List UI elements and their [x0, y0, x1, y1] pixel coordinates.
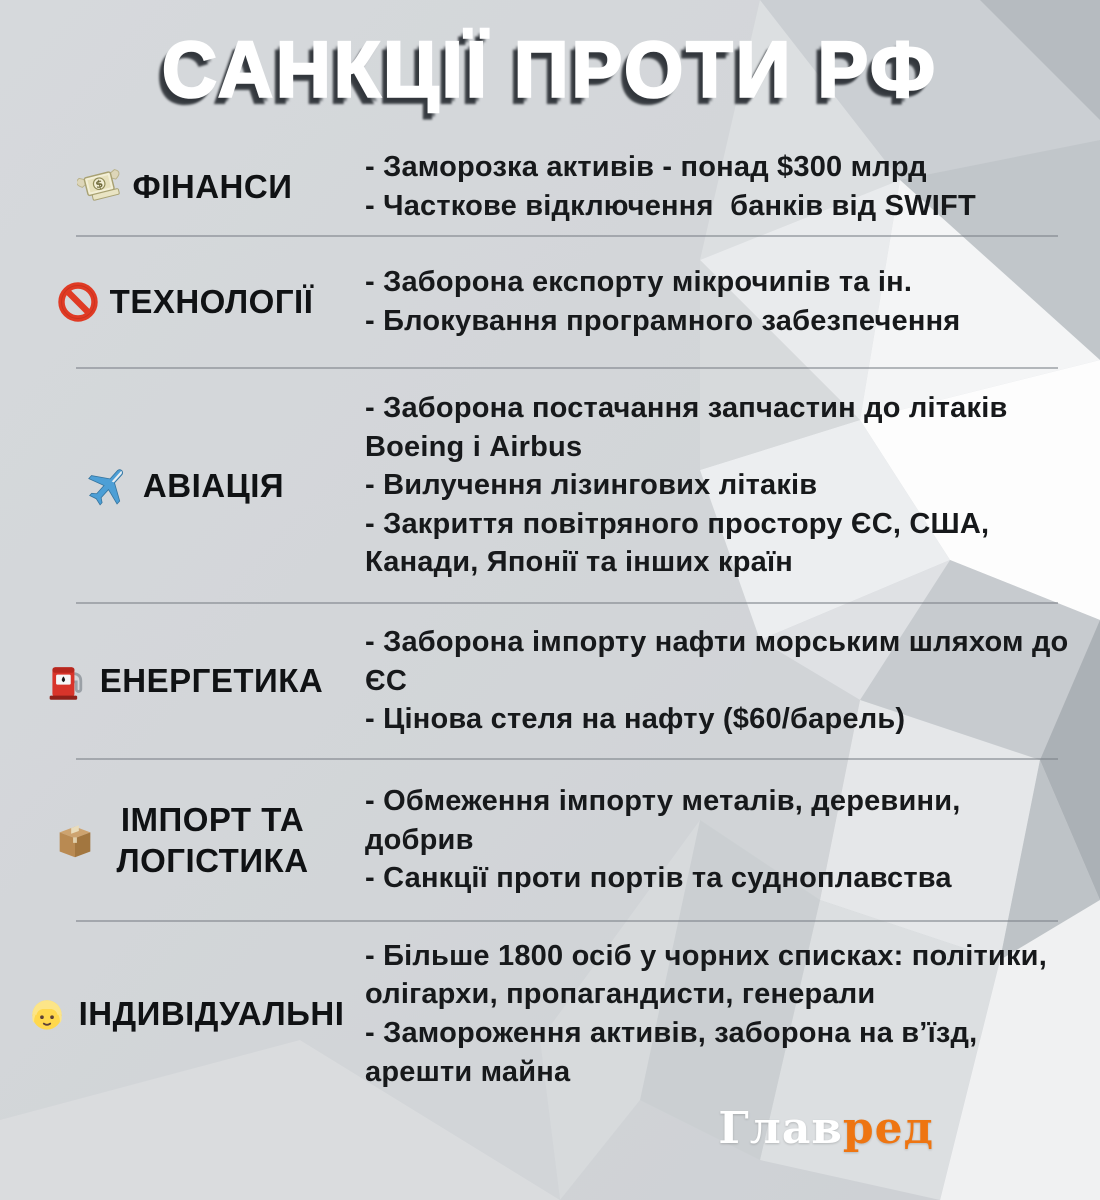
page-title: САНКЦІЇ ПРОТИ РФ	[161, 26, 938, 115]
category-label-finance: ФІНАНСИ	[132, 167, 293, 205]
category-row-finance	[0, 138, 1100, 235]
category-row-technology	[0, 237, 1100, 367]
sanction-item: - Закриття повітряного простору ЄС, США, Канади, Японії та інших країн	[365, 507, 998, 579]
sanction-item: - Вилучення лізингових літаків	[365, 469, 818, 502]
category-label-import-logistics: ІМПОРТ ТА ЛОГІСТИКА	[116, 800, 309, 879]
airplane-icon	[85, 462, 133, 510]
prohibited-icon	[56, 280, 100, 324]
package-icon	[52, 817, 98, 863]
sanction-item: - Обмеження імпорту металів, деревини, добрив	[365, 785, 969, 856]
sanction-item: - Заборона експорту мікрочипів та ін.	[365, 266, 913, 299]
money-with-wings-icon	[77, 164, 123, 210]
sanction-item: - Заборона постачання запчастин до літаків Boeing і Airbus	[365, 392, 1016, 463]
glavred-logo-white-part: Глав	[718, 1103, 843, 1154]
category-row-import-logistics	[0, 760, 1100, 920]
glavred-logo-orange-part: ред	[842, 1103, 934, 1154]
sanction-item: - Санкції проти портів та судноплавства	[365, 862, 952, 895]
category-row-aviation	[0, 369, 1100, 602]
category-row-energy	[0, 604, 1100, 758]
sanction-item: - Цінова стеля на нафту ($60/барель)	[365, 703, 906, 736]
person-icon	[25, 992, 69, 1036]
sanction-item: - Заборона імпорту нафти морським шляхом до ЄС	[365, 626, 1077, 697]
category-label-aviation: АВІАЦІЯ	[142, 466, 285, 504]
fuel-pump-icon	[46, 659, 90, 703]
sanction-item: - Часткове відключення банків від SWIFT	[365, 189, 976, 222]
category-label-energy: ЕНЕРГЕТИКА	[99, 662, 324, 700]
glavred-logo	[718, 1103, 934, 1154]
sanction-item: - Більше 1800 осіб у чорних списках: політики, олігархи, пропагандисти, генерали	[365, 939, 1056, 1011]
category-row-individual	[0, 922, 1100, 1106]
sanction-item: - Блокування програмного забезпечення	[365, 305, 961, 337]
category-label-individual: ІНДИВІДУАЛЬНІ	[78, 995, 345, 1033]
category-label-technology: ТЕХНОЛОГІЇ	[109, 283, 314, 321]
svg-text:$: $	[93, 177, 104, 191]
sanction-item: - Замороження активів, заборона на в’їзд, арешти майна	[365, 1017, 986, 1088]
sanction-item: - Заморозка активів - понад $300 млрд	[365, 150, 927, 183]
